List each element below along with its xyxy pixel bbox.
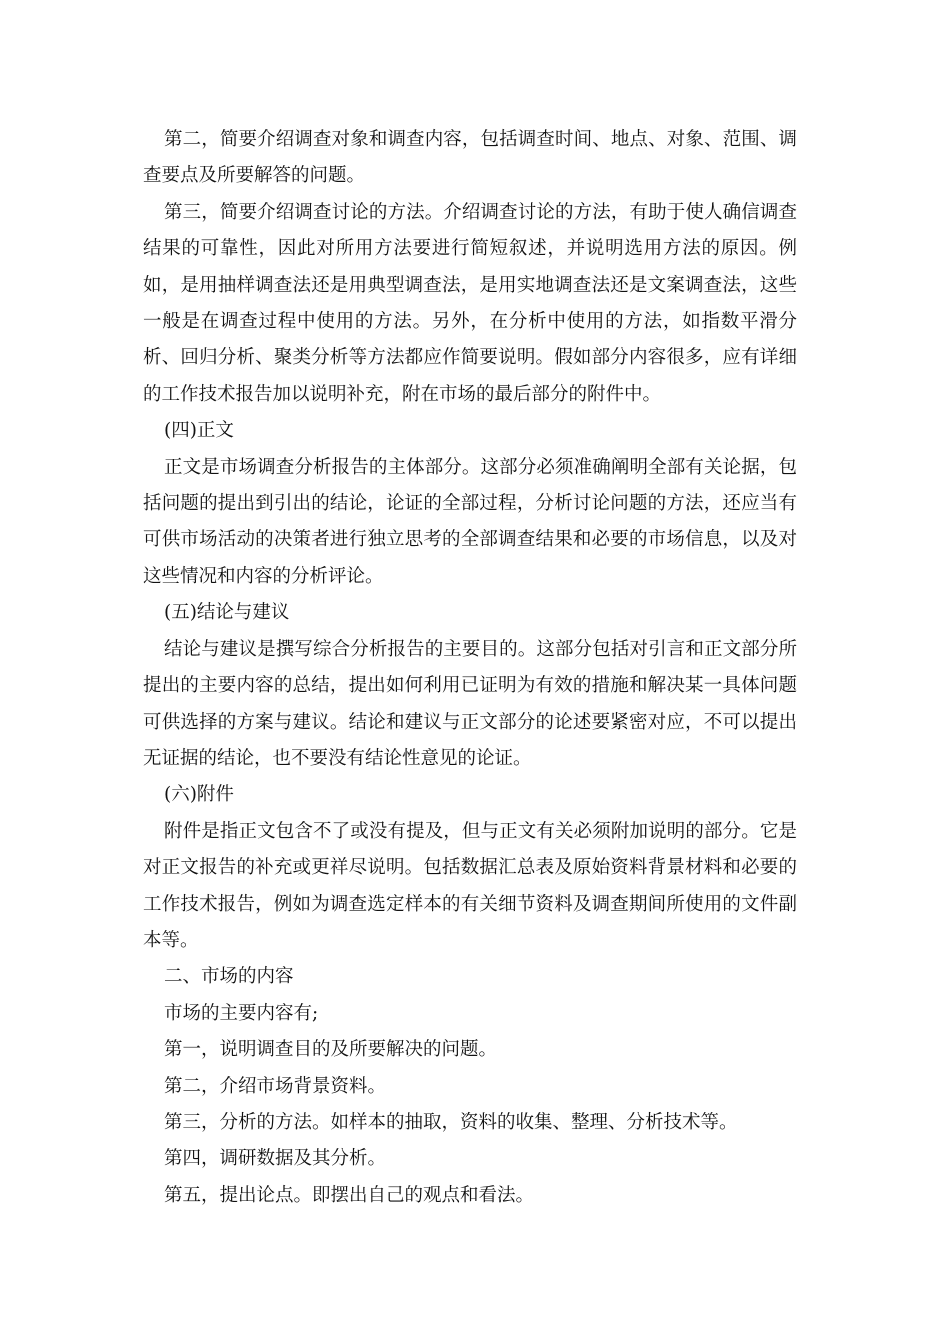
section-heading-market-content: 二、市场的内容 (164, 966, 294, 988)
section-heading-appendix: (六)附件 (164, 784, 234, 806)
paragraph-survey-object: 第二，简要介绍调查对象和调查内容，包括调查时间、地点、对象、范围、调查要点及所要解答的问题。 (143, 129, 797, 187)
list-item-fourth: 第四，调研数据及其分析。 (164, 1148, 387, 1170)
document-page (143, 122, 797, 1214)
list-intro: 市场的主要内容有; (164, 1002, 319, 1024)
section-heading-main-text: (四)正文 (164, 420, 234, 442)
list-item-second: 第二，介绍市场背景资料。 (164, 1075, 387, 1097)
list-item-third: 第三，分析的方法。如样本的抽取，资料的收集、整理、分析技术等。 (164, 1111, 738, 1133)
paragraph-conclusion: 结论与建议是撰写综合分析报告的主要目的。这部分包括对引言和正文部分所提出的主要内容的总结，提出如何利用已证明为有效的措施和解决某一具体问题可供选择的方案与建议。结论和建议与正文部分的论述要紧密对应，不可以提出无证据的结论，也不要没有结论性意见的论证。 (143, 638, 797, 769)
paragraph-appendix: 附件是指正文包含不了或没有提及，但与正文有关必须附加说明的部分。它是对正文报告的补充或更祥尽说明。包括数据汇总表及原始资料背景材料和必要的工作技术报告，例如为调查选定样本的有关细节资料及调查期间所使用的文件副本等。 (143, 820, 797, 951)
paragraph-main-text: 正文是市场调查分析报告的主体部分。这部分必须准确阐明全部有关论据，包括问题的提出到引出的结论，论证的全部过程，分析讨论问题的方法，还应当有可供市场活动的决策者进行独立思考的全部调查结果和必要的市场信息，以及对这些情况和内容的分析评论。 (143, 456, 797, 587)
list-item-first: 第一，说明调查目的及所要解决的问题。 (164, 1039, 498, 1061)
paragraph-survey-method: 第三，简要介绍调查讨论的方法。介绍调查讨论的方法，有助于使人确信调查结果的可靠性，因此对所用方法要进行简短叙述，并说明选用方法的原因。例如，是用抽样调查法还是用典型调查法，是用实地调查法还是文案调查法，这些一般是在调查过程中使用的方法。另外，在分析中使用的方法，如指数平滑分析、回归分析、聚类分析等方法都应作简要说明。假如部分内容很多，应有详细的工作技术报告加以说明补充，附在市场的最后部分的附件中。 (143, 201, 797, 405)
list-item-fifth: 第五，提出论点。即摆出自己的观点和看法。 (164, 1184, 535, 1206)
section-heading-conclusion: (五)结论与建议 (164, 602, 290, 624)
